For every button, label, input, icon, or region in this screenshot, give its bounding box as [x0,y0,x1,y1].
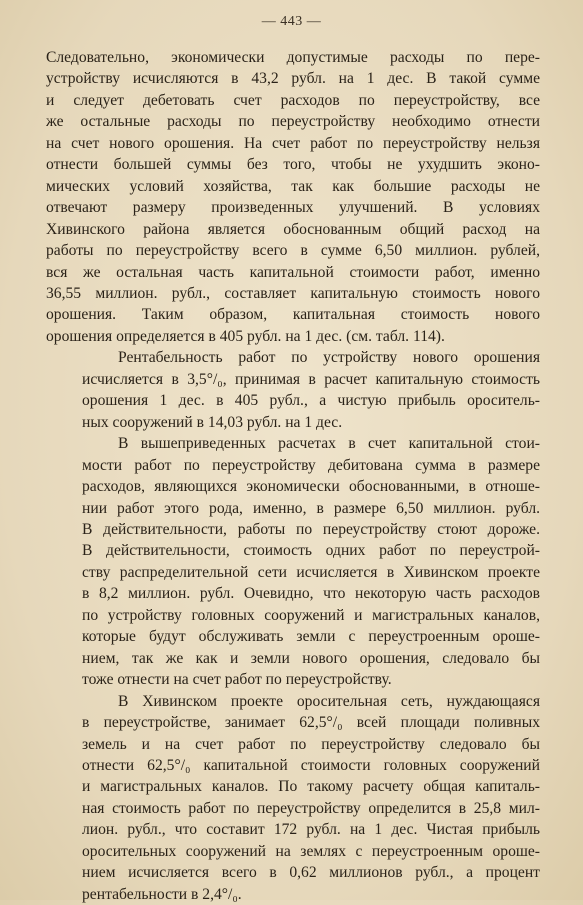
text-line: земель и на счет работ по переустройству следовало бы [82,735,540,753]
text-line: нием исчисляется всего в 0,62 миллионов рубл., а процент [82,864,540,882]
paragraph-1 [46,47,540,347]
text-line: в 8,2 миллион. рубл. Очевидно, что некоторую часть расходов [82,585,540,603]
body-text [46,47,540,905]
text-line: и следует дебетовать счет расходов по переустройству, все [46,91,540,109]
page-number: — 443 — [261,14,322,29]
text-line: оросительных сооружений на землях с переустроенным ороше- [82,842,540,860]
text-line: устройству исчисляются в 43,2 рубл. на 1 дес. В такой сумме [46,70,540,88]
text-line: в переустройстве, занимает 62,5°/₀ всей площади поливных [82,714,540,732]
text-line: нии работ этого рода, именно, в размере 6,50 миллион. рубл. [82,499,540,517]
paragraph-2 [46,347,540,433]
text-line: нием, так же как и земли нового орошения, следовало бы [82,649,540,667]
text-line: Рентабельность работ по устройству нового орошения [118,349,540,367]
text-line: которые будут обслуживать земли с переустроенным ороше- [82,628,540,646]
text-line: расходов, являющихся экономически обоснованными, в отноше- [82,478,540,496]
text-line: лион. рубл., что составит 172 рубл. на 1 дес. Чистая прибыль [82,821,540,839]
text-line: ная стоимость работ по переустройству определится в 25,8 мил- [82,799,540,817]
text-line: орошения. Таким образом, капитальная стоимость нового [46,306,540,324]
text-line: В Хивинском проекте оросительная сеть, нуждающаяся [118,692,540,710]
text-line: отнести 62,5°/₀ капитальной стоимости головных сооружений [82,756,540,774]
text-line: Хивинского района является обоснованным общий расход на [46,220,540,238]
text-line: тоже отнести на счет работ по переустройству. [82,671,392,689]
text-line: на счет нового орошения. На счет работ по переустройству нельзя [46,134,540,152]
text-line: Следовательно, экономически допустимые расходы по пере- [46,49,540,66]
text-line: по устройству головных сооружений и магистральных каналов, [82,606,540,624]
text-line: ству распределительной сети исчисляется в Хивинском проекте [82,563,540,581]
text-line: отвечают размеру произведенных улучшений. В условиях [46,199,540,217]
text-line: мости работ по переустройству дебитована сумма в размере [82,456,540,474]
text-line: и магистральных каналов. По такому расчету общая капиталь- [82,778,540,796]
paragraph-3 [46,433,540,690]
text-line: орошения определяется в 405 рубл. на 1 дес. (см. табл. 114). [46,327,445,345]
text-line: работы по переустройству всего в сумме 6,50 миллион. рублей, [46,242,540,260]
text-line: ных сооружений в 14,03 рубл. на 1 дес. [82,413,343,431]
text-line: отнести большей суммы без того, чтобы не ухудшить эконо- [46,156,540,174]
text-line: В действительности, работы по переустройству стоют дороже. [82,520,540,538]
text-line: мических условий хозяйства, так как большие расходы не [46,177,540,195]
paragraph-4 [46,691,540,905]
text-line: исчисляется в 3,5°/₀, принимая в расчет капитальную стоимость [82,370,540,388]
text-line: вся же остальная часть капитальной стоимости работ, именно [46,263,540,281]
text-line: В действительности, стоимость одних работ по переустрой- [82,542,540,560]
text-line: рентабельности в 2,4°/₀. [82,885,242,903]
text-line: же остальные расходы по переустройству необходимо отнести [46,113,540,131]
text-line: В вышеприведенных расчетах в счет капитальной стои- [118,435,540,453]
text-line: орошения 1 дес. в 405 рубл., а чистую прибыль ороситель- [82,392,540,410]
text-line: 36,55 миллион. рубл., составляет капитальную стоимость нового [46,284,540,302]
